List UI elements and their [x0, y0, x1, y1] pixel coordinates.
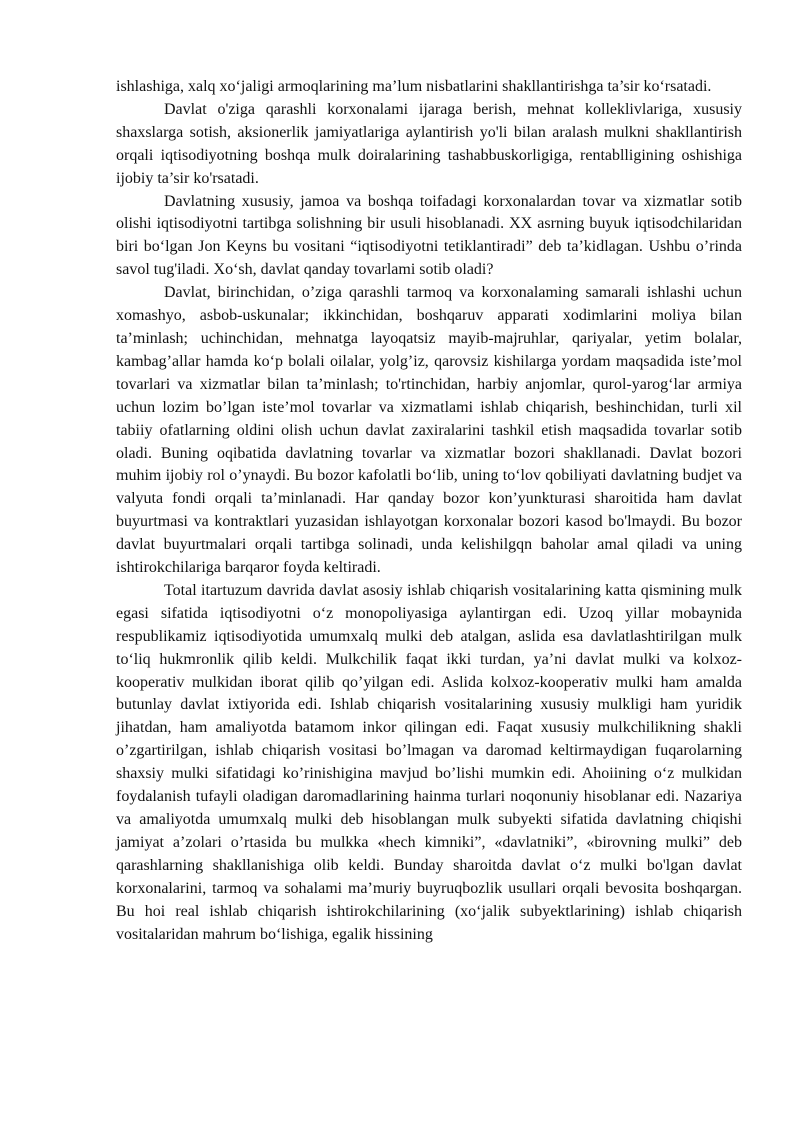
paragraph-4: Davlat, birinchidan, o’ziga qarashli tarmoq va korxonalaming samarali ishlashi uchun xomashyo, asbob-uskunalar; ikkinchidan, boshqaruv apparati xodimlarini moliya bilan ta’minlash; uchinchidan, mehnatga layoqatsiz mayib-majruhlar, qariyalar, yetim bolalar, kambag’allar hamda ko‘p bolali oilalar, yolg’iz, qarovsiz kishilarga yordam maqsadida iste’mol tovarlari va xizmatlar bilan ta’minlash; to'rtinchidan, harbiy anjomlar, qurol-yarog‘lar armiya uchun lozim bo’lgan iste’mol tovarlar va xizmatlami ishlab chiqarish, beshinchidan, turli xil tabiiy ofatlarning oldini olish uchun davlat zaxiralarini tashkil etish maqsadida tovarlar sotib oladi. Buning oqibatida davlatning tovarlar va xizmatlar bozori shakllanadi. Davlat bozori muhim ijobiy rol o’ynaydi. Bu bozor kafolatli bo‘lib, uning to‘lov qobiliyati davlatning budjet va valyuta fondi orqali ta’minlanadi. Har qanday bozor kon’yunkturasi sharoitida ham davlat buyurtmasi va kontraktlari yuzasidan ishlayotgan korxonalar bozori kasod bo'lmaydi. Bu bozor davlat buyurtmalari orqali tartibga solinadi, unda kelishilgqn baholar amal qiladi va uning ishtirokchilariga barqaror foyda keltiradi. — [116, 284, 742, 577]
paragraph-2: Davlat o'ziga qarashli korxonalami ijaraga berish, mehnat kolleklivlariga, xususiy shaxslarga sotish, aksionerlik jamiyatlariga aylantirish yo'li bilan aralash mulkni shakllantirish orqali iqtisodiyotning boshqa mulk doiralarining tashabbuskorligiga, rentablligining oshishiga ijobiy ta’sir ko'rsatadi. — [116, 100, 742, 187]
paragraph-3: Davlatning xususiy, jamoa va boshqa toifadagi korxonalardan tovar va xizmatlar sotib olishi iqtisodiyotni tartibga solishning bir usuli hisoblanadi. XX asrning buyuk iqtisodchilaridan biri bo‘lgan Jon Keyns bu vositani “iqtisodiyotni tetiklantiradi” deb ta’kidlagan. Ushbu o’rinda savol tug'iladi. Xo‘sh, davlat qanday tovarlami sotib oladi? — [116, 192, 742, 279]
paragraph-5: Total itartuzum davrida davlat asosiy ishlab chiqarish vositalarining katta qismining mulk egasi sifatida iqtisodiyotni o‘z monopoliyasiga aylantirgan edi. Uzoq yillar mobaynida respublikamiz iqtisodiyotida umumxalq mulki deb atalgan, aslida esa davlatlashtirilgan mulk to‘liq hukmronlik qilib keldi. Mulkchilik faqat ikki turdan, ya’ni davlat mulki va kolxoz-kooperativ mulkidan iborat qilib qo’yilgan edi. Aslida kolxoz-kooperativ mulki ham amalda butunlay davlat ixtiyorida edi. Ishlab chiqarish vositalarining xususiy mulkligi ham yuridik jihatdan, ham amaliyotda batamom inkor qilingan edi. Faqat xususiy mulkchilikning shakli o’zgartirilgan, ishlab chiqarish vositasi bo’lmagan va daromad keltirmaydigan fuqarolarning shaxsiy mulki sifatidagi ko’rinishigina mavjud bo’lishi mumkin edi. Ahoiining o‘z mulkidan foydalanish tufayli oladigan daromadlarining hainma turlari noqonuniy hisoblanar edi. Nazariya va amaliyotda umumxalq mulki deb hisoblangan mulk subyekti sifatida davlatning chiqishi jamiyat a’zolari o’rtasida bu mulkka «hech kimniki”, «davlatniki”, «birovning mulki” deb qarashlarning shakllanishiga olib keldi. Bunday sharoitda davlat o‘z mulki bo'lgan davlat korxonalarini, tarmoq va sohalami ma’muriy buyruqbozlik usullari orqali bevosita boshqargan. Bu hoi real ishlab chiqarish ishtirokchilarining (xo‘jalik subyektlarining) ishlab chiqarish vositalaridan mahrum bo‘lishiga, egalik hissining — [116, 581, 742, 943]
document-page — [116, 76, 742, 946]
paragraph-1: ishlashiga, xalq xo‘jaligi armoqlarining ma’lum nisbatlarini shakllantirishga ta’sir ko‘rsatadi. — [116, 78, 712, 95]
